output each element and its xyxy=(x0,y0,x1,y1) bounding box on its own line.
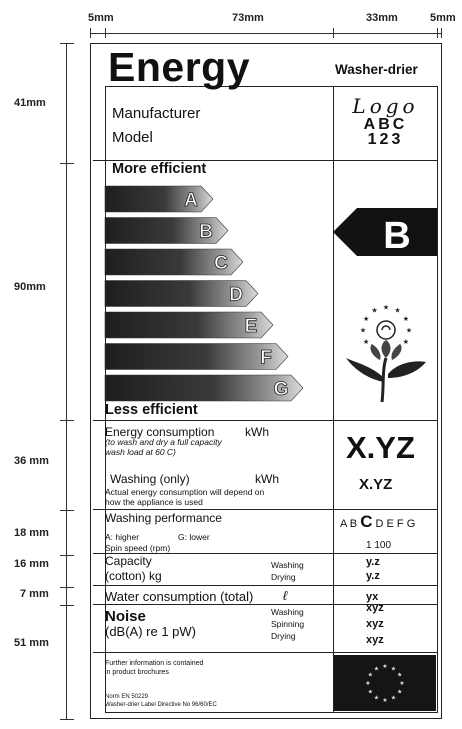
star-icon: ★ xyxy=(359,326,367,335)
efficiency-letter-c: C xyxy=(214,253,228,274)
star-icon: ★ xyxy=(382,697,388,704)
consumption-title: Energy consumption xyxy=(105,425,215,439)
consumption-note-1: (to wash and dry a full capacity xyxy=(105,437,222,447)
washing-only-note-2: how the appliance is used xyxy=(105,497,203,507)
performance-scale-before: A B xyxy=(340,518,358,530)
performance-scale-selected: C xyxy=(360,512,373,531)
noise-washing-value: xyz xyxy=(366,602,384,614)
performance-lower: G: lower xyxy=(178,532,210,542)
spin-speed-label: Spin speed (rpm) xyxy=(105,543,171,553)
efficiency-letter-e: E xyxy=(244,316,258,337)
star-icon: ★ xyxy=(405,326,413,335)
washing-only-label: Washing (only) xyxy=(110,472,190,486)
star-icon: ★ xyxy=(365,680,371,687)
star-icon: ★ xyxy=(402,314,410,323)
star-icon: ★ xyxy=(397,688,403,696)
dim-left-noise: 51 mm xyxy=(14,637,49,649)
performance-scale xyxy=(340,512,415,532)
star-icon: ★ xyxy=(390,694,397,702)
logo-abc: ABC xyxy=(363,116,408,133)
star-icon: ★ xyxy=(394,306,401,315)
appliance-type: Washer-drier xyxy=(335,62,418,77)
dim-left-header: 41mm xyxy=(14,97,46,109)
star-icon: ★ xyxy=(373,665,380,673)
consumption-note-2: wash load at 60 C) xyxy=(105,447,176,457)
rating-letter: B xyxy=(383,215,411,257)
water-unit: ℓ xyxy=(283,588,288,603)
star-icon: ★ xyxy=(371,306,378,315)
more-efficient-label: More efficient xyxy=(112,161,207,177)
star-icon: ★ xyxy=(362,314,370,323)
star-icon: ★ xyxy=(382,303,390,312)
less-efficient-label: Less efficient xyxy=(105,402,198,418)
logo-word: Logo xyxy=(352,94,419,118)
dim-top-margin-right: 5mm xyxy=(430,12,456,24)
efficiency-letter-a: A xyxy=(184,190,198,211)
dim-top-margin-left: 5mm xyxy=(88,12,114,24)
capacity-washing-value: y.z xyxy=(366,556,380,568)
efficiency-letter-g: G xyxy=(273,379,289,400)
star-icon: ★ xyxy=(402,337,410,346)
capacity-drying-label: Drying xyxy=(271,572,296,582)
footer-info-1: Further information is contained xyxy=(105,660,204,667)
dim-left-consumption: 36 mm xyxy=(14,455,49,467)
performance-title: Washing performance xyxy=(105,511,222,525)
star-icon: ★ xyxy=(399,680,405,687)
star-icon: ★ xyxy=(367,671,373,679)
performance-scale-after: D E F G xyxy=(375,518,416,530)
model-label: Model xyxy=(112,129,153,146)
capacity-drying-value: y.z xyxy=(366,570,380,582)
washing-only-value: X.YZ xyxy=(359,476,393,493)
dim-top-side: 33mm xyxy=(366,12,398,24)
dim-left-water: 7 mm xyxy=(20,588,49,600)
dim-left-performance: 18 mm xyxy=(14,527,49,539)
star-icon: ★ xyxy=(390,665,397,673)
consumption-value: X.YZ xyxy=(346,430,415,465)
washing-only-unit: kWh xyxy=(255,472,279,486)
noise-spinning-label: Spinning xyxy=(271,619,305,629)
page-title: Energy xyxy=(108,44,250,90)
manufacturer-label: Manufacturer xyxy=(112,105,201,122)
dim-top-main: 73mm xyxy=(232,12,264,24)
footer-norm: Norm EN 50229 xyxy=(105,694,149,700)
washing-only-note-1: Actual energy consumption will depend on xyxy=(105,487,265,497)
capacity-title: Capacity xyxy=(105,554,152,568)
capacity-washing-label: Washing xyxy=(271,560,304,570)
star-icon: ★ xyxy=(367,688,373,696)
consumption-unit: kWh xyxy=(245,425,269,439)
performance-higher: A: higher xyxy=(105,532,140,542)
eco-flower-icon xyxy=(336,290,436,410)
star-icon: ★ xyxy=(362,337,370,346)
efficiency-letter-b: B xyxy=(199,221,213,243)
logo-123: 123 xyxy=(367,131,404,148)
noise-drying-label: Drying xyxy=(271,631,296,641)
star-icon: ★ xyxy=(373,694,380,702)
footer-info-2: in product brochures xyxy=(105,669,169,676)
efficiency-letter-d: D xyxy=(229,284,243,306)
star-icon: ★ xyxy=(382,663,388,670)
noise-drying-value: xyz xyxy=(366,634,384,646)
water-title: Water consumption (total) xyxy=(105,589,254,604)
water-value: yx xyxy=(366,591,379,603)
dim-left-scale: 90mm xyxy=(14,281,46,293)
spin-speed-value: 1 100 xyxy=(366,540,392,551)
star-icon: ★ xyxy=(397,671,403,679)
noise-spinning-value: xyz xyxy=(366,618,384,630)
efficiency-letter-f: F xyxy=(260,347,272,369)
eu-flag-icon xyxy=(334,655,436,711)
capacity-subtitle: (cotton) kg xyxy=(105,569,162,583)
footer-directive: Washer-drier Label Directive No 96/60/EC xyxy=(105,702,217,708)
noise-subtitle: (dB(A) re 1 pW) xyxy=(105,624,197,639)
noise-washing-label: Washing xyxy=(271,607,304,617)
noise-title: Noise xyxy=(105,608,146,625)
dim-left-capacity: 16 mm xyxy=(14,558,49,570)
